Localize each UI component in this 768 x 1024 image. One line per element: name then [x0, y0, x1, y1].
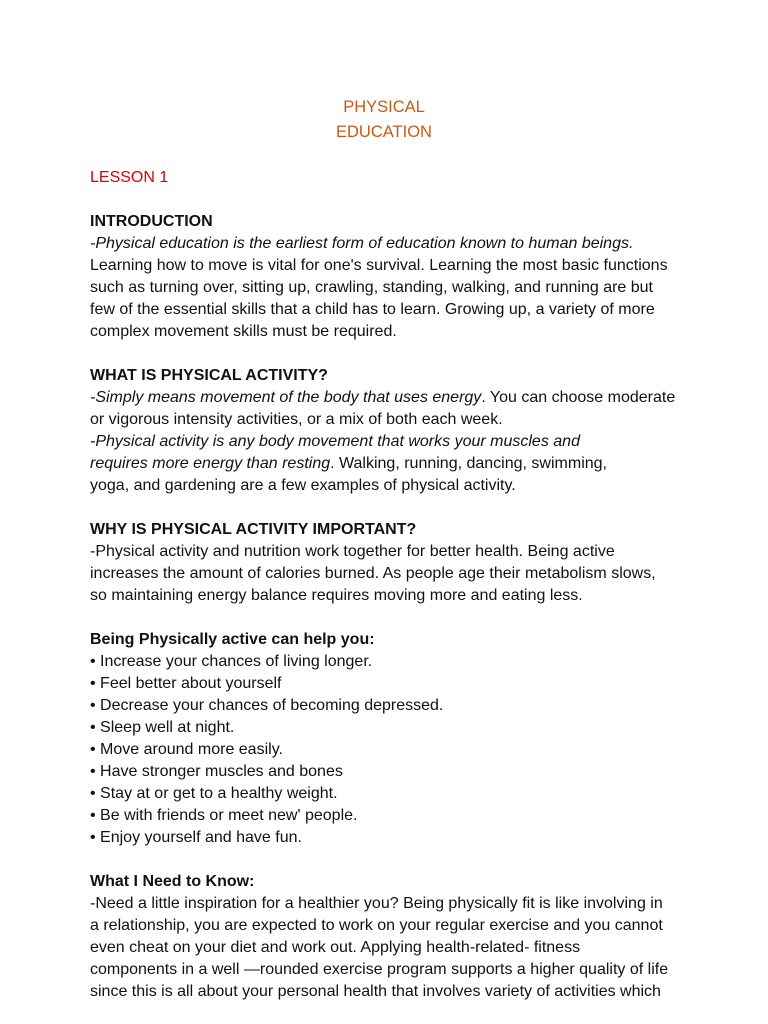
list-item: • Enjoy yourself and have fun.: [90, 829, 302, 846]
list-item: • Sleep well at night.: [90, 719, 235, 736]
need-to-know-heading: What I Need to Know:: [90, 873, 255, 890]
physical-activity-p2-line2: [90, 453, 698, 475]
need-to-know-line-5: since this is all about your personal health that involves variety of activities which: [90, 983, 661, 1000]
list-item: • Have stronger muscles and bones: [90, 763, 343, 780]
introduction-line-2: such as turning over, sitting up, crawling, standing, walking, and running are but: [90, 279, 653, 296]
physical-activity-p1-italic: -Simply means movement of the body that uses energy: [90, 389, 482, 406]
document-title: [90, 95, 698, 145]
introduction-heading: INTRODUCTION: [90, 213, 213, 230]
physical-activity-p2-line1: -Physical activity is any body movement that works your muscles and: [90, 433, 580, 450]
physical-activity-p2-rest: . Walking, running, dancing, swimming,: [330, 455, 607, 472]
physical-activity-section: [90, 365, 698, 497]
list-item: • Move around more easily.: [90, 741, 283, 758]
need-to-know-line-1: -Need a little inspiration for a healthier you? Being physically fit is like involving in: [90, 895, 663, 912]
need-to-know-line-4: components in a well —rounded exercise program supports a higher quality of life: [90, 961, 669, 978]
importance-section: [90, 519, 698, 607]
introduction-line-4: complex movement skills must be required.: [90, 323, 397, 340]
importance-heading: WHY IS PHYSICAL ACTIVITY IMPORTANT?: [90, 521, 417, 538]
physical-activity-heading: WHAT IS PHYSICAL ACTIVITY?: [90, 367, 328, 384]
benefits-heading: Being Physically active can help you:: [90, 631, 375, 648]
introduction-line-3: few of the essential skills that a child has to learn. Growing up, a variety of more: [90, 301, 655, 318]
physical-activity-p1-rest: . You can choose moderate: [481, 389, 676, 406]
importance-line-2: increases the amount of calories burned. As people age their metabolism slows,: [90, 565, 656, 582]
introduction-italic-lead: -Physical education is the earliest form of education known to human beings.: [90, 235, 634, 252]
list-item: • Stay at or get to a healthy weight.: [90, 785, 338, 802]
list-item: • Feel better about yourself: [90, 675, 282, 692]
introduction-section: [90, 211, 698, 343]
list-item: • Decrease your chances of becoming depressed.: [90, 697, 444, 714]
benefits-list: [90, 651, 698, 849]
need-to-know-section: [90, 871, 698, 1003]
title-line-2: EDUCATION: [336, 123, 432, 141]
physical-activity-p1-line1: [90, 387, 698, 409]
benefits-section: [90, 629, 698, 849]
importance-line-1: -Physical activity and nutrition work together for better health. Being active: [90, 543, 615, 560]
list-item: • Increase your chances of living longer.: [90, 653, 373, 670]
lesson-label: LESSON 1: [90, 169, 169, 186]
importance-line-3: so maintaining energy balance requires moving more and eating less.: [90, 587, 583, 604]
introduction-line-1: Learning how to move is vital for one's survival. Learning the most basic functions: [90, 257, 668, 274]
need-to-know-line-3: even cheat on your diet and work out. Applying health-related- fitness: [90, 939, 581, 956]
physical-activity-p1-line2: or vigorous intensity activities, or a mix of both each week.: [90, 411, 503, 428]
physical-activity-p2-line3: yoga, and gardening are a few examples of physical activity.: [90, 477, 516, 494]
need-to-know-line-2: a relationship, you are expected to work on your regular exercise and you cannot: [90, 917, 663, 934]
title-line-1: PHYSICAL: [343, 98, 425, 116]
physical-activity-p2-italic: requires more energy than resting: [90, 455, 331, 472]
list-item: • Be with friends or meet new' people.: [90, 807, 358, 824]
